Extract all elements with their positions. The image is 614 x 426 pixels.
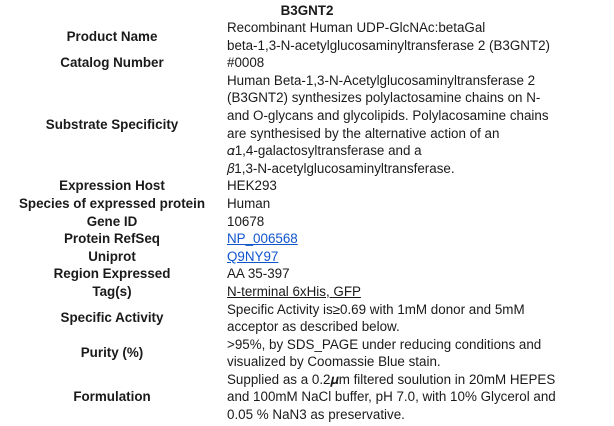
specific-activity-line: acceptor as described below. (227, 319, 400, 335)
substrate-specificity-label: Substrate Specificity (45, 116, 179, 132)
row-product-name (8, 19, 608, 54)
uniprot-link[interactable]: Q9NY97 (227, 248, 279, 264)
formulation-value (216, 371, 608, 424)
product-name-label: Product Name (66, 28, 158, 44)
expression-host-value: HEK293 (227, 178, 277, 194)
substrate-specificity-line: Human Beta-1,3-N-Acetylglucosaminyltransferase 2 (227, 72, 536, 88)
region-expressed-value: AA 35-397 (227, 266, 290, 282)
product-name-value (216, 19, 608, 54)
product-name-line: beta-1,3-N-acetylglucosaminyltransferase 2 (B3GNT2) (227, 37, 550, 53)
species-value: Human (227, 195, 271, 211)
formulation-line: 0.05 % NaN3 as preservative. (227, 407, 405, 423)
specific-activity-line: Specific Activity is≥0.69 with 1mM donor and 5mM (227, 301, 525, 317)
row-gene-id (8, 213, 608, 231)
substrate-specificity-line: are synthesised by the alternative action of an (227, 125, 500, 141)
substrate-specificity-line: 𝛼1,4-galactosyltransferase and a (227, 143, 422, 159)
row-species (8, 195, 608, 213)
row-tags (8, 283, 608, 301)
purity-line: >95%, by SDS_PAGE under reducing conditions and (227, 336, 542, 352)
purity-value (216, 336, 608, 371)
protein-refseq-link[interactable]: NP_006568 (227, 231, 298, 247)
catalog-number-value: #0008 (227, 55, 265, 71)
row-formulation (8, 371, 608, 424)
row-protein-refseq (8, 230, 608, 248)
row-expression-host (8, 177, 608, 195)
substrate-specificity-line: and O-glycans and glycolipids. Polylacosamine chains (227, 107, 549, 123)
formulation-label: Formulation (73, 389, 151, 405)
tags-value: N-terminal 6xHis, GFP (227, 283, 361, 299)
gene-id-value: 10678 (227, 213, 265, 229)
tags-label: Tag(s) (92, 283, 132, 299)
substrate-specificity-line: 𝛽1,3-N-acetylglucosaminyltransferase. (227, 160, 455, 176)
document-title: B3GNT2 (280, 3, 334, 18)
purity-label: Purity (%) (80, 345, 144, 361)
row-purity (8, 336, 608, 371)
protein-refseq-label: Protein RefSeq (64, 231, 160, 247)
formulation-line: Supplied as a 0.2𝝁m filtered soulution in 20mM HEPES (227, 371, 556, 387)
species-label: Species of expressed protein (18, 195, 206, 211)
row-region-expressed (8, 265, 608, 283)
formulation-line: and 100mM NaCl buffer, pH 7.0, with 10% Glycerol and (227, 389, 556, 405)
product-name-line: Recombinant Human UDP-GlcNAc:betaGal (227, 20, 486, 35)
product-spec-table (8, 19, 608, 424)
region-expressed-label: Region Expressed (53, 266, 171, 282)
row-specific-activity (8, 301, 608, 336)
row-uniprot (8, 248, 608, 266)
uniprot-label: Uniprot (88, 248, 136, 264)
specific-activity-label: Specific Activity (60, 310, 164, 326)
catalog-number-label: Catalog Number (60, 55, 164, 71)
substrate-specificity-line: (B3GNT2) synthesizes polylactosamine chains on N- (227, 90, 541, 106)
specific-activity-value (216, 301, 608, 336)
gene-id-label: Gene ID (86, 213, 138, 229)
substrate-specificity-value (216, 72, 608, 178)
expression-host-label: Expression Host (59, 178, 165, 194)
row-substrate-specificity (8, 72, 608, 178)
purity-line: visualized by Coomassie Blue stain. (227, 354, 441, 370)
row-catalog-number (8, 54, 608, 72)
